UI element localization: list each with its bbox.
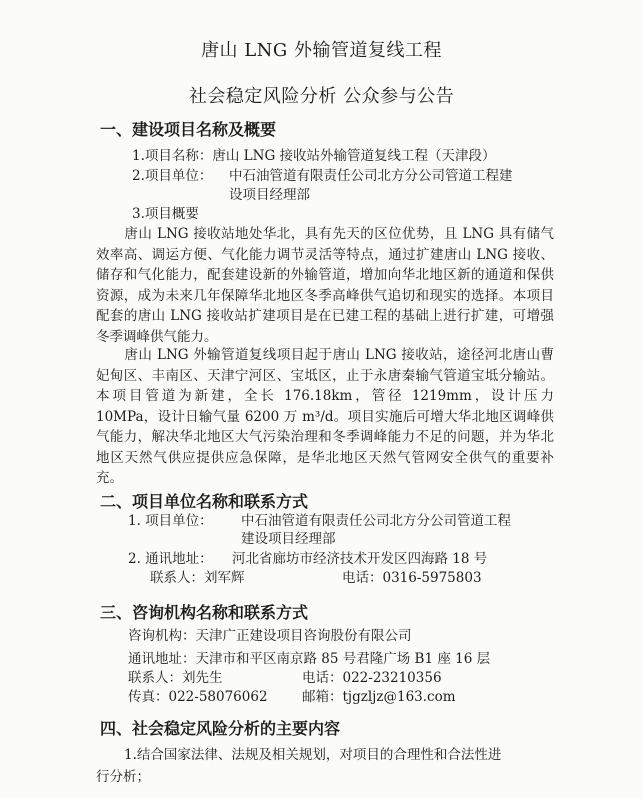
consulting-fax: 传真：022-58076062 xyxy=(128,689,268,705)
address-value: 河北省廊坊市经济技术开发区四海路 18 号 xyxy=(232,551,488,567)
overview-paragraph-1: 唐山 LNG 接收站地处华北，具有先天的区位优势，且 LNG 具有储气效率高、调运方便、气化能力调节灵活等特点，通过扩建唐山 LNG 接收、储存和气化能力，配套建设新的外输管道，增加向华北地区新的通道和保供资源，成为未来几年保障华北地区冬季高峰供气追切和现实的选择。本项目配套的唐山 LNG 接收站扩建项目是在已建工程的基础上进行扩建，可增强冬季调峰供气能力。 xyxy=(96,226,554,345)
overview-paragraph-2: 唐山 LNG 外输管道复线项目起于唐山 LNG 接收站，途径河北唐山曹妃甸区、丰南区、天津宁河区、宝坻区，止于永唐秦输气管道宝坻分输站。本项目管道为新建，全长 176.18km，管径 1219mm，设计压力 10MPa，设计日输气量 6200 万 m³/d。项目实施后可增大华北地区调峰供气能力，解决华北地区大气污染治理和冬季调峰能力不足的问题，并为华北地区天然气供应提供应急保障，是华北地区天然气管网安全供气的重要补充。 xyxy=(96,347,554,486)
address-label: 2. 通讯地址： xyxy=(128,551,213,567)
content-item-1: 1.结合国家法律、法规及相关规划，对项目的合理性和合法性进 xyxy=(124,747,502,763)
project-name-line: 1.项目名称：唐山 LNG 接收站外输管道复线工程（天津段） xyxy=(132,148,496,164)
project-unit-label: 2.项目单位： xyxy=(132,168,213,184)
project-overview-label: 3.项目概要 xyxy=(132,206,199,222)
unit-value-cont: 建设项目经理部 xyxy=(241,531,336,547)
unit-label: 1. 项目单位： xyxy=(128,513,213,529)
consulting-org: 咨询机构：天津广正建设项目咨询股份有限公司 xyxy=(128,628,412,644)
project-unit-value: 中石油管道有限责任公司北方分公司管道工程建 xyxy=(229,168,513,184)
contact-phone: 电话：0316-5975803 xyxy=(342,570,482,586)
content-item-1-cont: 行分析； xyxy=(96,769,150,785)
consulting-contact: 联系人：刘先生 xyxy=(128,670,223,686)
contact-person: 联系人：刘军辉 xyxy=(150,570,245,586)
section3-heading: 三、咨询机构名称和联系方式 xyxy=(100,603,309,622)
consulting-phone: 电话：022-23210356 xyxy=(302,670,442,686)
section1-heading: 一、建设项目名称及概要 xyxy=(100,120,277,139)
consulting-email: 邮箱：tjgzljz@163.com xyxy=(302,689,456,705)
section2-heading: 二、项目单位名称和联系方式 xyxy=(100,492,309,511)
document-subtitle: 社会稳定风险分析 公众参与公告 xyxy=(188,86,455,107)
unit-value: 中石油管道有限责任公司北方分公司管道工程 xyxy=(241,513,511,529)
document-title: 唐山 LNG 外输管道复线工程 xyxy=(200,40,443,61)
section4-heading: 四、社会稳定风险分析的主要内容 xyxy=(100,719,341,738)
consulting-address: 通讯地址：天津市和平区南京路 85 号君隆广场 B1 座 16 层 xyxy=(128,651,491,667)
project-unit-value-cont: 设项目经理部 xyxy=(229,187,310,203)
